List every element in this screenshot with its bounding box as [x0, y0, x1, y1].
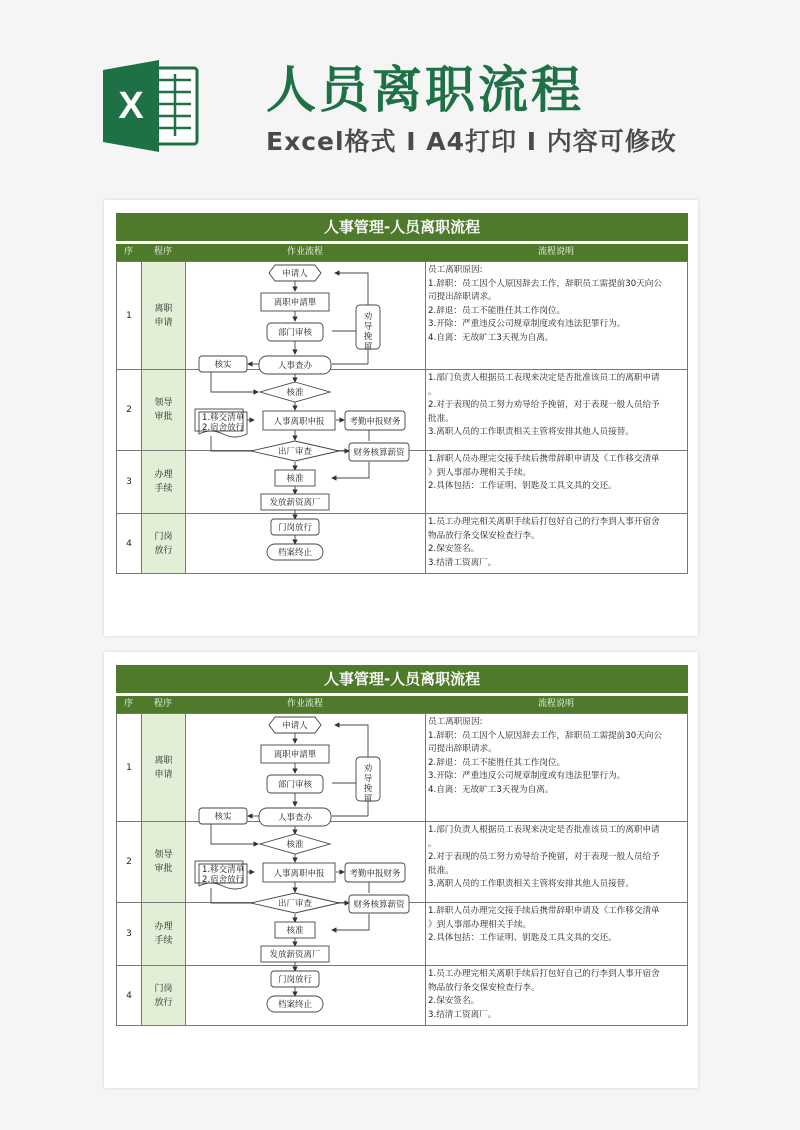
svg-text:离职申請單: 离职申請單 — [273, 298, 317, 308]
svg-text:出厂审查: 出厂审查 — [277, 899, 313, 909]
svg-text:挽: 挽 — [363, 332, 373, 342]
row-seq: 4 — [117, 514, 142, 573]
svg-text:核准: 核准 — [286, 840, 304, 850]
svg-text:人事查办: 人事查办 — [277, 813, 313, 823]
col-stage: 程序 — [153, 247, 172, 257]
svg-text:档案终止: 档案终止 — [277, 548, 313, 558]
svg-text:部门审核: 部门审核 — [277, 780, 313, 790]
sheet-title: 人事管理-人员离职流程 — [116, 213, 688, 241]
row-seq: 1 — [117, 714, 142, 822]
row-stage: 门岗 放行 — [142, 514, 186, 573]
col-flow: 作业流程 — [286, 699, 323, 709]
col-seq: 序 — [123, 247, 133, 257]
row-desc: 1.员工办理完相关离职手续后打包好自己的行李到人事开宿舍 物品放行条交保安检查行李。 2.保安签名。 3.结清工资离厂。 — [428, 517, 660, 568]
svg-text:申请人: 申请人 — [282, 721, 308, 731]
svg-text:X: X — [118, 85, 144, 127]
row-desc: 1.部门负责人根据员工表现来决定是否批准该员工的离职申请 。 2.对于表现的员工努力劝导给予挽留，对于表现一般人员给予 批准。 3.离职人员的工作职责相关主管将安排其他人员接替。 — [426, 370, 688, 451]
svg-text:申请人: 申请人 — [282, 269, 308, 279]
row-stage: 离职 申请 — [142, 714, 186, 822]
flowchart — [185, 261, 425, 574]
excel-icon — [103, 60, 203, 152]
row-seq: 3 — [117, 451, 142, 514]
svg-text:财务核算薪资: 财务核算薪资 — [353, 900, 405, 910]
sheet-preview-1 — [104, 200, 698, 636]
row-desc: 1.部门负责人根据员工表现来决定是否批准该员工的离职申请 。 2.对于表现的员工努力劝导给予挽留，对于表现一般人员给予 批准。 3.离职人员的工作职责相关主管将安排其他人员接替。 — [426, 822, 688, 903]
row-seq: 2 — [117, 822, 142, 903]
svg-text:门岗放行: 门岗放行 — [277, 523, 313, 533]
svg-text:核实: 核实 — [214, 812, 232, 822]
row-stage: 领导 审批 — [142, 822, 186, 903]
col-desc: 流程说明 — [537, 699, 574, 709]
svg-text:发放薪资离厂: 发放薪资离厂 — [269, 498, 321, 508]
svg-text:1.移交清单: 1.移交清单 — [202, 865, 245, 875]
svg-text:2.宿舍放行: 2.宿舍放行 — [202, 875, 245, 885]
svg-text:核准: 核准 — [286, 388, 304, 398]
row-stage: 离职 申请 — [142, 262, 186, 370]
row-seq: 1 — [117, 262, 142, 370]
svg-text:劝: 劝 — [363, 312, 373, 322]
svg-text:考勤申报财务: 考勤申报财务 — [349, 869, 401, 879]
row-seq: 2 — [117, 370, 142, 451]
svg-text:发放薪资离厂: 发放薪资离厂 — [269, 950, 321, 960]
row-desc: 员工离职原因: 1.辞职：员工因个人原因辞去工作，辞职员工需提前30天向公 司提出辞职请求。 2.辞退：员工不能胜任其工作岗位。 3.开除：严重违反公司规章制度或有违法犯罪行为。 4.自离：无故旷工3天视为自离。 — [426, 714, 688, 822]
svg-text:财务核算薪资: 财务核算薪资 — [353, 448, 405, 458]
row-stage: 门岗 放行 — [142, 966, 186, 1025]
svg-text:出厂审查: 出厂审查 — [277, 447, 313, 457]
col-flow: 作业流程 — [286, 247, 323, 257]
col-desc: 流程说明 — [537, 247, 574, 257]
col-stage: 程序 — [153, 699, 172, 709]
sheet-title: 人事管理-人员离职流程 — [116, 665, 688, 693]
svg-text:人事离职申报: 人事离职申报 — [273, 417, 325, 427]
table-header — [116, 696, 688, 713]
svg-text:部门审核: 部门审核 — [277, 328, 313, 338]
svg-text:考勤申报财务: 考勤申报财务 — [349, 417, 401, 427]
svg-text:人事离职申报: 人事离职申报 — [273, 869, 325, 879]
page-header — [0, 0, 800, 195]
svg-text:挽: 挽 — [363, 784, 373, 794]
row-seq: 3 — [117, 903, 142, 966]
svg-text:核准: 核准 — [286, 474, 304, 484]
page-title: 人员离职流程 — [266, 61, 584, 119]
svg-text:核实: 核实 — [214, 360, 232, 370]
svg-text:1.移交清单: 1.移交清单 — [202, 413, 245, 423]
page-subtitle: Excel格式 I A4打印 I 内容可修改 — [266, 127, 677, 156]
svg-text:人事查办: 人事查办 — [277, 361, 313, 371]
row-desc: 员工离职原因: 1.辞职：员工因个人原因辞去工作，辞职员工需提前30天向公 司提出辞职请求。 2.辞退：员工不能胜任其工作岗位。 3.开除：严重违反公司规章制度或有违法犯罪行为。 4.自离：无故旷工3天视为自离。 — [426, 262, 688, 370]
svg-text:导: 导 — [363, 322, 373, 332]
svg-text:离职申請單: 离职申請單 — [273, 750, 317, 760]
svg-text:留: 留 — [363, 794, 373, 804]
row-seq: 4 — [117, 966, 142, 1025]
sheet-preview-2 — [104, 652, 698, 1088]
svg-text:档案终止: 档案终止 — [277, 1000, 313, 1010]
table-header — [116, 244, 688, 261]
svg-text:核准: 核准 — [286, 926, 304, 936]
svg-text:2.宿舍放行: 2.宿舍放行 — [202, 423, 245, 433]
svg-text:导: 导 — [363, 774, 373, 784]
svg-text:留: 留 — [363, 342, 373, 352]
row-desc: 1.辞职人员办理完交接手续后携带辞职申请及《工作移交清单 》到人事部办理相关手续。 2.具体包括：工作证明、钥匙及工具文具的交还。 — [426, 451, 688, 514]
row-stage: 办理 手续 — [142, 903, 186, 966]
svg-text:劝: 劝 — [363, 764, 373, 774]
row-desc: 1.员工办理完相关离职手续后打包好自己的行李到人事开宿舍 物品放行条交保安检查行李。 2.保安签名。 3.结清工资离厂。 — [428, 969, 660, 1020]
row-desc: 1.辞职人员办理完交接手续后携带辞职申请及《工作移交清单 》到人事部办理相关手续。 2.具体包括：工作证明、钥匙及工具文具的交还。 — [426, 903, 688, 966]
svg-text:门岗放行: 门岗放行 — [277, 975, 313, 985]
flowchart — [185, 713, 425, 1026]
row-stage: 办理 手续 — [142, 451, 186, 514]
col-seq: 序 — [123, 699, 133, 709]
row-stage: 领导 审批 — [142, 370, 186, 451]
